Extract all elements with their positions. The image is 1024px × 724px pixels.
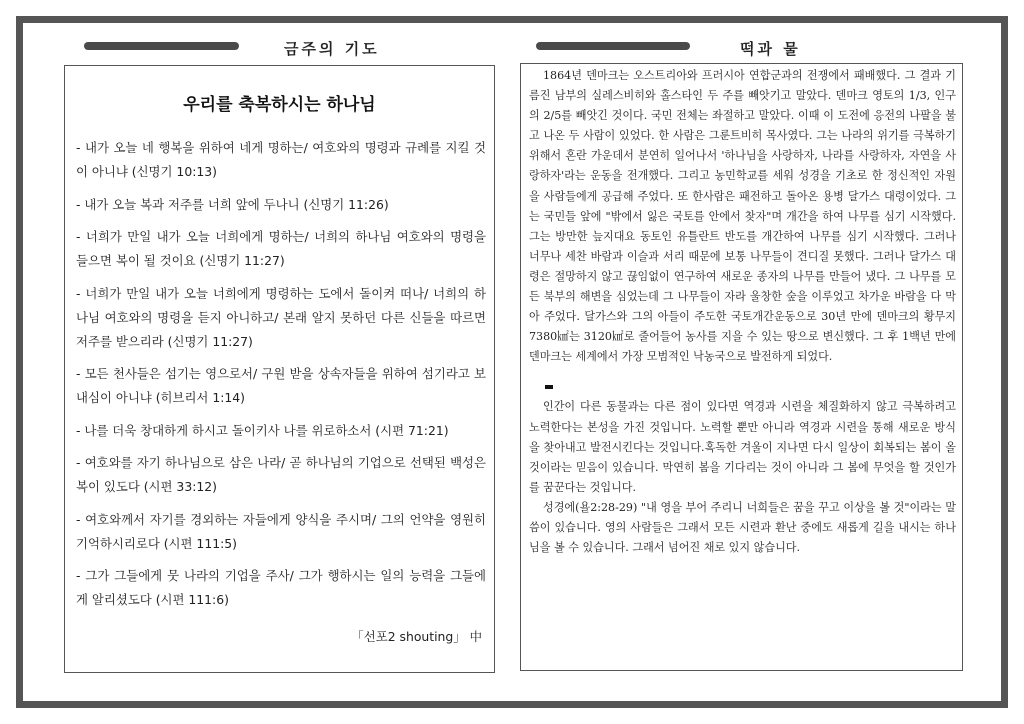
verse-item: - 내가 오늘 복과 저주를 너희 앞에 두나니 (신명기 11:26): [76, 196, 389, 212]
verse-list: [76, 136, 486, 621]
article-paragraph: 1864년 덴마크는 오스트리아와 프러시아 연합군과의 전쟁에서 패배했다. 그 결과 기름진 남부의 실레스비히와 홀스타인 두 주를 빼앗기고 말았다. 덴마크 영토의 1/3, 인구의 2/5를 빼앗긴 것이다. 국민 전체는 좌절하고 말았다. 이때 이 도전에 응전의 나팔을 불고 나온 두 사람이 있었다. 한 사람은 그룬트비히 목사였다. 그는 나라의 위기를 극복하기 위해서 혼란 가운데서 분연히 일어나서 '하나님을 사랑하자, 나라를 사랑하자, 자연을 사랑하자'라는 운동을 전개했다. 그리고 농민학교를 세워 성경을 기초로 한 정신적인 자원을 사람들에게 공급해 주었다. 또 한사람은 패전하고 돌아온 용병 달가스 대령이었다. 그는 국민들 앞에 "밖에서 잃은 국토를 안에서 찾자"며 개간을 하여 나무를 심기 시작했다. 그는 방만한 늪지대요 동토인 유틀란트 반도를 개간하여 나무를 심기 시작했다. 그러나 너무나 세찬 바람과 이슬과 서리 때문에 보통 나무들이 견디질 못했다. 그러나 달가스 대령은 절망하지 않고 끊임없이 연구하여 새로운 종자의 나무를 만들어 냈다. 그 나무를 모든 북부의 해변을 심었는데 그 나무들이 자라 울창한 숲을 이루었고 차가운 바람을 다 막아 주었다. 달가스와 그의 아들이 주도한 국토개간운동으로 30년 만에 덴마크의 황무지 7380㎢는 3120㎢로 줄어들어 농사를 지을 수 있는 땅으로 변신했다. 그 후 1백년 만에 덴마크는 세계에서 가장 모범적인 낙농국으로 발전하게 되었다.: [529, 69, 956, 364]
section-marker: [545, 385, 553, 389]
article-paragraph: 성경에(욜2:28-29) "내 영을 부어 주리니 너희들은 꿈을 꾸고 이상을 볼 것"이라는 말씀이 있습니다. 영의 사람들은 그래서 모든 시련과 환난 중에도 새롭게 길을 내시는 하나님을 볼 수 있습니다. 그래서 넘어진 채로 있지 않습니다.: [529, 500, 956, 555]
verse-item: - 너희가 만일 내가 오늘 너희에게 명령하는 도에서 돌이켜 떠나/ 너희의 하나님 여호와의 명령을 듣지 아니하고/ 본래 알지 못하던 다른 신들을 따르면 저주를 받으리라 (신명기 11:27): [76, 285, 486, 349]
article-body: [529, 66, 956, 558]
article-paragraph: 인간이 다른 동물과는 다른 점이 있다면 역경과 시련을 체질화하지 않고 극복하려고 노력한다는 본성을 가진 것입니다. 노력할 뿐만 아니라 역경과 시련을 통해 새로운 방식을 찾아내고 발전시킨다는 것입니다.혹독한 겨울이 지나면 다시 일상이 회복되는 봄이 올 것이라는 믿음이 있습니다. 막연히 봄을 기다리는 것이 아니라 그 봄에 무엇을 할 것인가를 꿈꾼다는 것입니다.: [529, 400, 956, 494]
verse-item: - 그가 그들에게 뭇 나라의 기업을 주사/ 그가 행하시는 일의 능력을 그들에게 알리셨도다 (시편 111:6): [76, 568, 486, 607]
verse-item: - 너희가 만일 내가 오늘 너희에게 명하는/ 너희의 하나님 여호와의 명령을 들으면 복이 될 것이요 (신명기 11:27): [76, 229, 486, 268]
prayer-box: [64, 65, 495, 673]
verse-item: - 여호와를 자기 하나님으로 삼은 나라/ 곧 하나님의 기업으로 선택된 백성은 복이 있도다 (시편 33:12): [76, 455, 486, 494]
verse-item: - 모든 천사들은 섬기는 영으로서/ 구원 받을 상속자들을 위하여 섬기라고 보내심이 아니냐 (히브리서 1:14): [76, 366, 486, 405]
right-heading-bar: [536, 42, 690, 50]
right-heading: 떡과 물: [740, 40, 801, 58]
prayer-title: 우리를 축복하시는 하나님: [183, 95, 376, 115]
prayer-source: 「선포2 shouting」 中: [351, 629, 482, 644]
verse-item: - 내가 오늘 네 행복을 위하여 네게 명하는/ 여호와의 명령과 규례를 지킬 것이 아니냐 (신명기 10:13): [76, 140, 486, 179]
verse-item: - 나를 더욱 창대하게 하시고 돌이키사 나를 위로하소서 (시편 71:21): [76, 422, 449, 438]
left-heading: 금주의 기도: [284, 40, 380, 58]
left-heading-bar: [84, 42, 239, 50]
article-box: [520, 63, 963, 671]
verse-item: - 여호와께서 자기를 경외하는 자들에게 양식을 주시며/ 그의 언약을 영원히 기억하시리로다 (시편 111:5): [76, 511, 486, 551]
